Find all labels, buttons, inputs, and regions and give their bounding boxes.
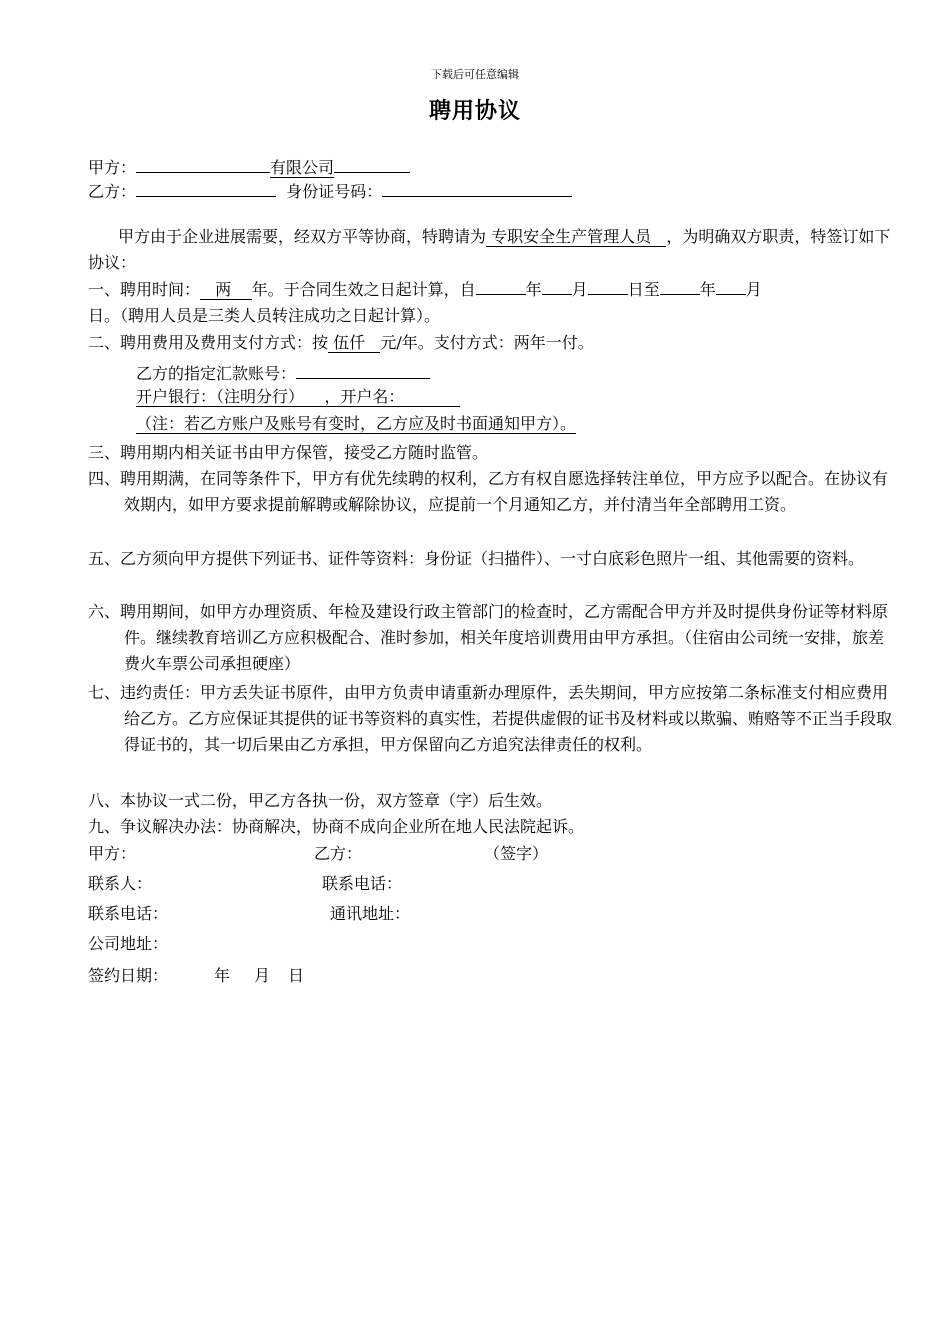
party-a-tail-blank (334, 154, 410, 173)
clause-1-m1: 月 (571, 280, 588, 299)
holder-label: ，开户名： (324, 387, 405, 406)
party-a-line (88, 154, 410, 180)
intro-position (486, 227, 666, 247)
clause-9: 九、争议解决办法：协商解决，协商不成向企业所在地人民法院起诉。 (88, 817, 585, 836)
clause-3: 三、聘用期内相关证书由甲方保管，接受乙方随时监管。 (88, 443, 489, 462)
contact-phone-a-label: 联系电话： (88, 904, 169, 923)
date-label: 签约日期： (88, 966, 169, 985)
clause-8: 八、本协议一式二份，甲乙方各执一份，双方签章（字）后生效。 (88, 791, 553, 810)
clause-1-end-month-blank (716, 276, 746, 295)
clause-1-d1: 日至 (627, 280, 660, 299)
intro-position-text: 专职安全生产管理人员 (491, 227, 652, 246)
clause-1-m2: 月 (745, 280, 762, 299)
clause-2 (88, 330, 892, 356)
account-label: 乙方的指定汇款账号： (136, 364, 297, 383)
bank-underlined (136, 387, 460, 407)
date-year: 年 (214, 966, 231, 985)
company-address-label: 公司地址： (88, 934, 169, 953)
clause-2-bank (136, 385, 460, 409)
clause-1-line2: 日。（聘用人员是三类人员转注成功之日起计算）。 (88, 306, 441, 325)
clause-1-end-year-blank (660, 276, 700, 295)
clause-2-suffix: 元/年。支付方式：两年一付。 (380, 333, 594, 352)
clause-4: 四、聘用期满，在同等条件下，甲方有优先续聘的权利，乙方有权自愿选择转注单位，甲方应予以配合。在协议有效期内，如甲方要求提前解聘或解除协议，应提前一个月通知乙方，并付清当年全部聘用工资。 (88, 469, 889, 514)
intro-text-after: ，为明确双方职责，特签订如下协议： (88, 227, 891, 272)
clause-1-text: 年。于合同生效之日起计算，自 (251, 280, 476, 299)
sign-party-b: 乙方： (314, 844, 363, 863)
clause-1-years (200, 280, 252, 300)
date-day: 日 (288, 966, 305, 985)
party-a-label: 甲方： (88, 158, 137, 177)
contact-person-label: 联系人： (88, 874, 153, 893)
party-a-company-suffix: 有限公司 (270, 158, 335, 177)
party-b-id-label: 身份证号码： (286, 182, 383, 201)
clause-7: 七、违约责任：甲方丢失证书原件，由甲方负责申请重新办理原件，丢失期间，甲方应按第二条标准支付相应费用给乙方。乙方应保证其提供的证书等资料的真实性，若提供虚假的证书及材料或以欺骗、贿赂等不正当手段取得证书的，其一切后果由乙方承担，甲方保留向乙方追究法律责任的权利。 (88, 683, 893, 754)
party-b-line (88, 178, 572, 204)
party-b-name-blank (136, 178, 276, 197)
clause-1-years-text: 两 (215, 280, 232, 299)
account-change-note: （注：若乙方账户及账号有变时，乙方应及时书面通知甲方）。 (136, 414, 577, 433)
clause-2-note (136, 412, 576, 436)
party-b-label: 乙方： (88, 182, 137, 201)
header-note: 下载后可任意编辑 (431, 68, 519, 81)
date-month: 月 (254, 966, 271, 985)
clause-1 (88, 276, 892, 329)
account-blank (296, 360, 430, 379)
clause-6: 六、聘用期间，如甲方办理资质、年检及建设行政主管部门的检查时，乙方需配合甲方并及时提供身份证等材料原件。继续教育培训乙方应积极配合、准时参加，相关年度培训费用由甲方承担。（住宿由公司统一安排，旅差费火车票公司承担硬座） (88, 602, 889, 673)
clause-1-start-month-blank (542, 276, 572, 295)
party-a-name-blank (136, 154, 270, 173)
intro-paragraph (88, 224, 892, 276)
clause-1-start-year-blank (476, 276, 526, 295)
party-b-id-blank (382, 178, 572, 197)
contact-phone-b-label: 联系电话： (322, 874, 403, 893)
clause-1-start-day-blank (588, 276, 628, 295)
clause-2-prefix: 二、聘用费用及费用支付方式：按 (88, 333, 329, 352)
intro-text-before: 甲方由于企业进展需要，经双方平等协商，特聘请为 (118, 227, 487, 246)
clause-2-account (136, 360, 430, 386)
address-b-label: 通讯地址： (330, 904, 411, 923)
sign-party-a: 甲方： (88, 844, 137, 863)
page-title: 聘用协议 (428, 99, 521, 124)
clause-2-amount-text: 伍仟 (333, 333, 366, 352)
clause-2-amount (328, 333, 380, 353)
clause-1-prefix: 一、聘用时间： (88, 280, 201, 299)
sign-signature: （签字） (484, 844, 549, 863)
bank-label: 开户银行：（注明分行） (136, 387, 305, 406)
clause-5: 五、乙方须向甲方提供下列证书、证件等资料：身份证（扫描件）、一寸白底彩色照片一组、其他需要的资料。 (88, 549, 865, 568)
clause-1-y2: 年 (699, 280, 716, 299)
clause-1-y1: 年 (525, 280, 542, 299)
